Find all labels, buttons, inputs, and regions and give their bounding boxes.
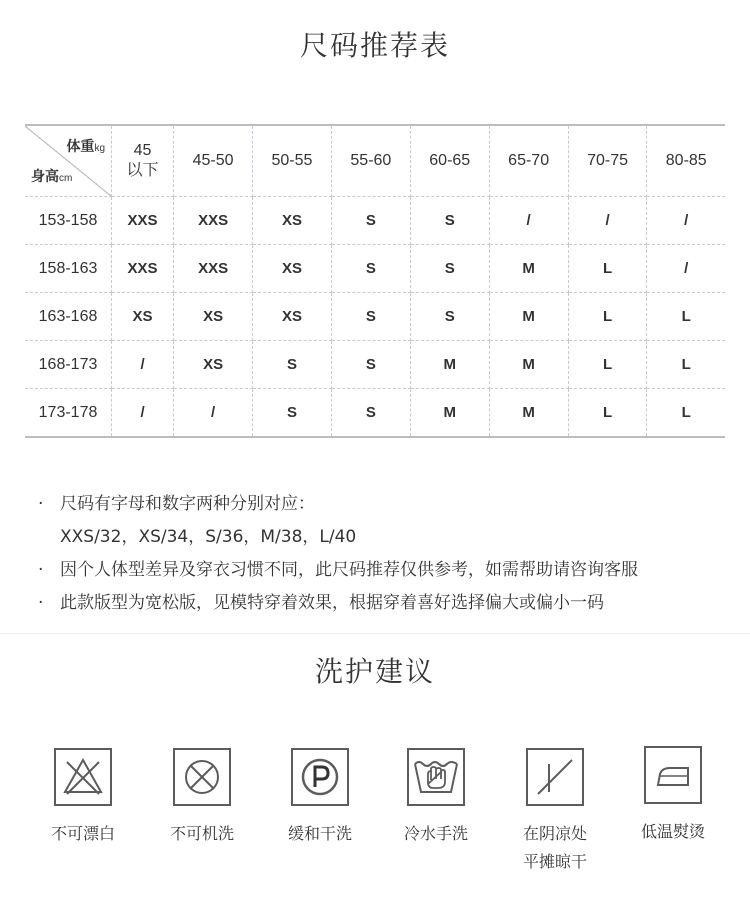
size-cell: / [112,389,174,438]
size-cell: M [410,341,489,389]
weight-axis-label: 体重kg [66,138,105,154]
size-cell: XXS [112,197,174,245]
size-mapping-text: XXS/32，XS/34，S/36，M/38，L/40 [60,527,357,547]
height-cell: 153-158 [25,197,112,245]
size-cell: XS [253,197,332,245]
height-cell: 163-168 [25,293,112,341]
height-cell: 173-178 [25,389,112,438]
size-cell: L [647,341,725,389]
size-cell: / [112,341,174,389]
weight-col-header: 80-85 [647,125,725,197]
table-row [25,293,725,341]
table-row [25,389,725,438]
care-item-dry-flat-shade [495,748,615,876]
size-cell: L [568,245,647,293]
table-row [25,245,725,293]
care-item-no-machine-wash [142,748,262,848]
size-cell: / [647,245,725,293]
bullet: · [38,494,44,514]
bullet: · [38,593,44,613]
size-cell: / [647,197,725,245]
height-cell: 168-173 [25,341,112,389]
size-cell: M [489,245,568,293]
bullet: · [38,560,44,580]
section-divider [0,633,750,634]
size-cell: S [253,341,332,389]
height-axis-label: 身高cm [31,168,73,184]
hand-wash-icon [407,748,465,806]
size-notes [38,488,728,620]
table-header-row [25,125,725,197]
note-text: 尺码有字母和数字两种分别对应： [60,494,315,514]
size-chart-table [25,124,725,438]
size-chart-title: 尺码推荐表 [299,29,450,62]
care-item-dry-clean [260,748,380,848]
size-cell: XS [174,293,253,341]
note-item [38,488,728,521]
dry-flat-shade-icon [526,748,584,806]
low-temp-iron-icon [644,746,702,804]
size-cell: / [568,197,647,245]
care-label: 不可机洗 [169,824,234,843]
size-cell: S [331,197,410,245]
care-label: 在阴凉处 平摊晾干 [522,824,587,871]
care-label: 不可漂白 [50,824,115,843]
size-cell: L [568,389,647,438]
note-item [38,587,728,620]
care-label: 缓和干洗 [287,824,352,843]
weight-col-header: 70-75 [568,125,647,197]
size-cell: S [331,245,410,293]
size-cell: M [489,341,568,389]
height-cell: 158-163 [25,245,112,293]
note-item [38,554,728,587]
size-cell: M [489,293,568,341]
weight-col-header: 45 以下 [112,125,174,197]
note-text: 此款版型为宽松版，见模特穿着效果，根据穿着喜好选择偏大或偏小一码 [60,593,604,613]
size-cell: S [253,389,332,438]
dry-clean-p-icon [291,748,349,806]
size-cell: XS [253,245,332,293]
weight-col-header: 50-55 [253,125,332,197]
weight-col-header: 65-70 [489,125,568,197]
size-cell: M [410,389,489,438]
table-row [25,197,725,245]
size-cell: L [568,293,647,341]
no-bleach-icon [54,748,112,806]
size-cell: L [568,341,647,389]
note-text: 因个人体型差异及穿衣习惯不同，此尺码推荐仅供参考，如需帮助请咨询客服 [60,560,638,580]
size-cell: XS [174,341,253,389]
table-row [25,341,725,389]
care-title: 洗护建议 [314,655,435,688]
care-item-low-temp-iron [613,746,733,846]
size-cell: / [489,197,568,245]
size-cell: XXS [174,197,253,245]
size-cell: S [410,245,489,293]
weight-col-header: 45-50 [174,125,253,197]
weight-col-header: 60-65 [410,125,489,197]
size-cell: S [331,389,410,438]
size-cell: L [647,389,725,438]
size-cell: / [174,389,253,438]
size-cell: XS [112,293,174,341]
size-cell: S [331,293,410,341]
size-cell: S [410,293,489,341]
size-cell: M [489,389,568,438]
size-cell: XXS [174,245,253,293]
size-cell: XXS [112,245,174,293]
size-cell: L [647,293,725,341]
size-cell: S [410,197,489,245]
table-corner-cell [25,125,112,197]
weight-col-header: 55-60 [331,125,410,197]
care-item-no-bleach [23,748,143,848]
care-item-hand-wash [376,748,496,848]
size-cell: S [331,341,410,389]
care-label: 低温熨烫 [640,822,705,841]
care-label: 冷水手洗 [403,824,468,843]
size-cell: XS [253,293,332,341]
no-machine-wash-icon [173,748,231,806]
